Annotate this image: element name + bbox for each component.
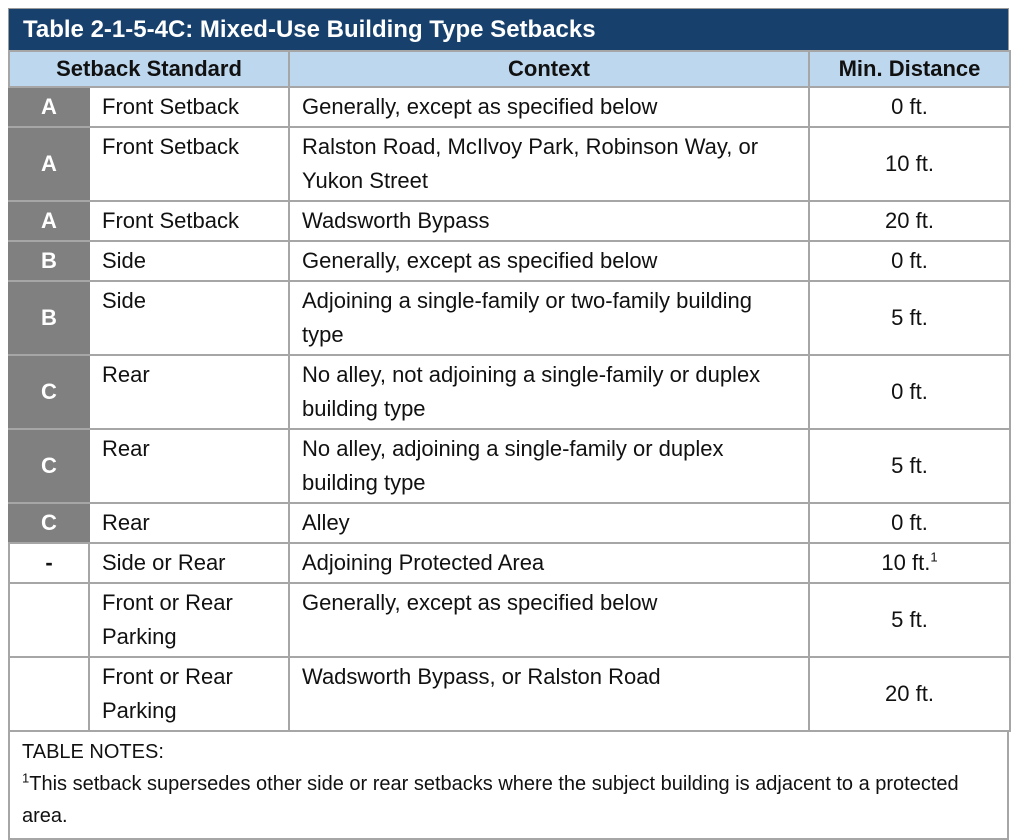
row-letter: A bbox=[9, 87, 89, 127]
row-letter: - bbox=[9, 543, 89, 583]
row-distance: 0 ft. bbox=[809, 503, 1010, 543]
footnote-marker: 1 bbox=[22, 770, 30, 786]
row-letter: C bbox=[9, 429, 89, 503]
row-letter: A bbox=[9, 201, 89, 241]
row-letter: C bbox=[9, 355, 89, 429]
row-context: Generally, except as specified below bbox=[289, 87, 809, 127]
table-row bbox=[9, 355, 1010, 429]
table-body bbox=[9, 87, 1010, 731]
row-context: Generally, except as specified below bbox=[289, 583, 809, 657]
header-context: Context bbox=[289, 51, 809, 87]
row-context: No alley, not adjoining a single-family or duplex building type bbox=[289, 355, 809, 429]
row-distance-value: 10 ft. bbox=[881, 550, 931, 575]
row-distance bbox=[809, 543, 1010, 583]
table-title: Table 2-1-5-4C: Mixed-Use Building Type Setbacks bbox=[8, 8, 1009, 50]
table-row bbox=[9, 241, 1010, 281]
footnote-ref: 1 bbox=[930, 549, 938, 565]
row-standard: Rear bbox=[89, 503, 289, 543]
table-row bbox=[9, 657, 1010, 731]
table-row bbox=[9, 281, 1010, 355]
row-letter: B bbox=[9, 281, 89, 355]
table-row bbox=[9, 503, 1010, 543]
setback-table-container bbox=[8, 8, 1009, 840]
row-context: Adjoining Protected Area bbox=[289, 543, 809, 583]
row-distance: 0 ft. bbox=[809, 355, 1010, 429]
row-distance: 20 ft. bbox=[809, 657, 1010, 731]
row-distance: 5 ft. bbox=[809, 281, 1010, 355]
row-standard: Front Setback bbox=[89, 201, 289, 241]
row-distance: 0 ft. bbox=[809, 241, 1010, 281]
row-standard: Rear bbox=[89, 355, 289, 429]
row-context: No alley, adjoining a single-family or duplex building type bbox=[289, 429, 809, 503]
table-row bbox=[9, 429, 1010, 503]
row-context: Adjoining a single-family or two-family building type bbox=[289, 281, 809, 355]
row-distance: 5 ft. bbox=[809, 583, 1010, 657]
table-row bbox=[9, 87, 1010, 127]
row-standard: Front or Rear Parking bbox=[89, 583, 289, 657]
row-standard: Front Setback bbox=[89, 87, 289, 127]
row-standard: Front Setback bbox=[89, 127, 289, 201]
row-standard: Side bbox=[89, 241, 289, 281]
table-row bbox=[9, 583, 1010, 657]
row-letter bbox=[9, 583, 89, 657]
row-context: Wadsworth Bypass bbox=[289, 201, 809, 241]
row-standard: Front or Rear Parking bbox=[89, 657, 289, 731]
header-setback-standard: Setback Standard bbox=[9, 51, 289, 87]
table-notes bbox=[8, 732, 1009, 840]
table-row bbox=[9, 543, 1010, 583]
row-distance: 10 ft. bbox=[809, 127, 1010, 201]
setback-table bbox=[8, 50, 1011, 732]
footnote bbox=[22, 768, 995, 832]
table-row bbox=[9, 127, 1010, 201]
row-standard: Side or Rear bbox=[89, 543, 289, 583]
table-row bbox=[9, 201, 1010, 241]
row-letter bbox=[9, 657, 89, 731]
row-letter: B bbox=[9, 241, 89, 281]
row-context: Alley bbox=[289, 503, 809, 543]
footnote-text: This setback supersedes other side or rear setbacks where the subject building is adjacent to a protected area. bbox=[22, 773, 959, 827]
row-distance: 5 ft. bbox=[809, 429, 1010, 503]
notes-heading: TABLE NOTES: bbox=[22, 741, 164, 763]
row-distance: 0 ft. bbox=[809, 87, 1010, 127]
row-context: Ralston Road, McIlvoy Park, Robinson Way, or Yukon Street bbox=[289, 127, 809, 201]
row-context: Generally, except as specified below bbox=[289, 241, 809, 281]
header-min-distance: Min. Distance bbox=[809, 51, 1010, 87]
header-row bbox=[9, 51, 1010, 87]
row-context: Wadsworth Bypass, or Ralston Road bbox=[289, 657, 809, 731]
row-letter: A bbox=[9, 127, 89, 201]
row-standard: Rear bbox=[89, 429, 289, 503]
row-letter: C bbox=[9, 503, 89, 543]
row-distance: 20 ft. bbox=[809, 201, 1010, 241]
row-standard: Side bbox=[89, 281, 289, 355]
